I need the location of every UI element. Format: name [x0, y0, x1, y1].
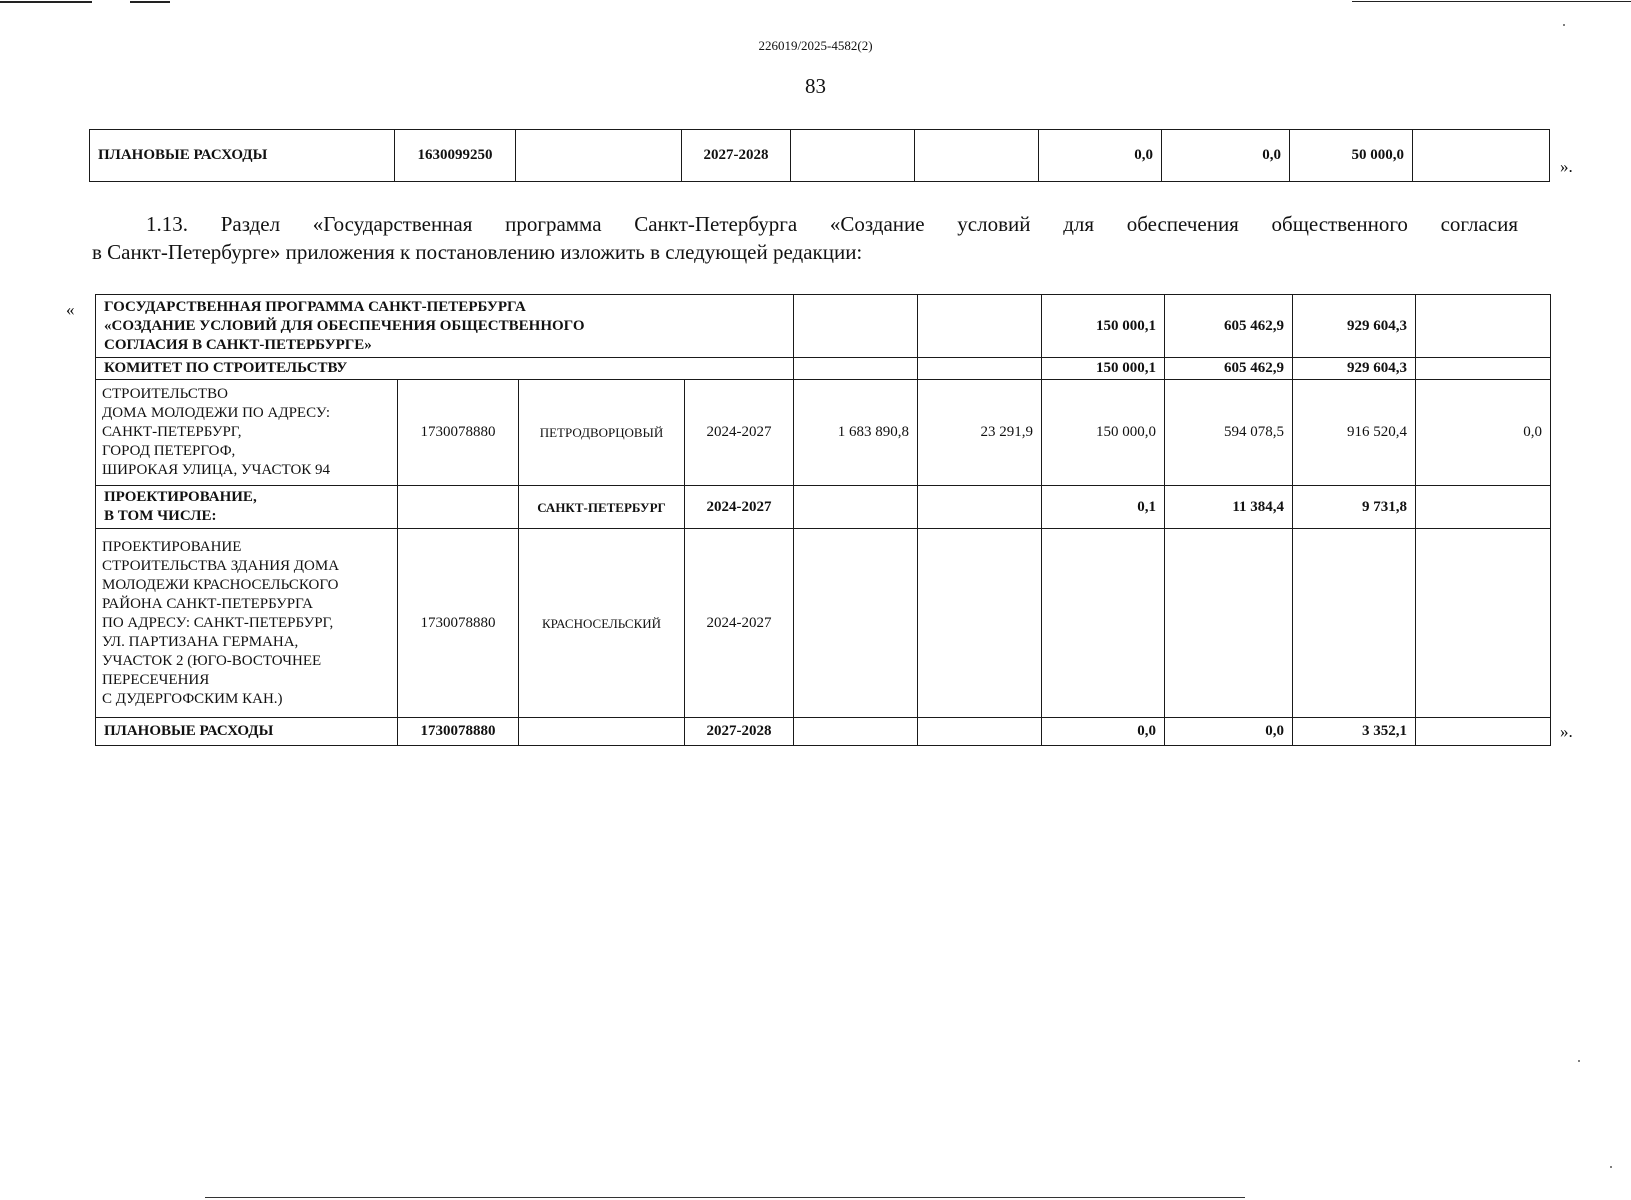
table-top-continuation — [89, 129, 1550, 182]
opening-quote-main: « — [66, 300, 75, 319]
budget-code: 1730078880 — [398, 380, 519, 486]
cell-c5 — [794, 718, 918, 746]
cell-c9 — [1293, 529, 1416, 718]
cell-c8: 0,0 — [1162, 130, 1290, 182]
cell-c5 — [794, 529, 918, 718]
district: САНКТ-ПЕТЕРБУРГ — [519, 486, 685, 529]
cell-c5 — [794, 295, 918, 358]
cell-c10 — [1413, 130, 1550, 182]
cell-c5 — [794, 358, 918, 380]
row-label: ПЛАНОВЫЕ РАСХОДЫ — [90, 130, 395, 182]
cell-c10 — [1416, 718, 1551, 746]
scan-bottom-line — [205, 1197, 1245, 1198]
cell-c8: 594 078,5 — [1165, 380, 1293, 486]
table-row — [90, 130, 1550, 182]
cell-c7: 150 000,1 — [1042, 295, 1165, 358]
cell-c9: 50 000,0 — [1290, 130, 1413, 182]
table-row — [96, 718, 1551, 746]
document-id: 226019/2025-4582(2) — [758, 38, 873, 53]
paragraph-line-1: 1.13. Раздел «Государственная программа Санкт-Петербурга «Создание условий для обеспечения общественного согласия — [146, 212, 1518, 236]
scan-speck — [1563, 24, 1565, 26]
cell-c6 — [915, 130, 1039, 182]
budget-code — [398, 486, 519, 529]
table-row — [96, 486, 1551, 529]
period: 2024-2027 — [685, 380, 794, 486]
cell-c7: 150 000,0 — [1042, 380, 1165, 486]
cell-c9: 916 520,4 — [1293, 380, 1416, 486]
cell-c8: 11 384,4 — [1165, 486, 1293, 529]
table-row — [96, 380, 1551, 486]
cell-c8: 605 462,9 — [1165, 295, 1293, 358]
budget-code: 1730078880 — [398, 529, 519, 718]
scan-speck — [1610, 1166, 1612, 1168]
cell-c10 — [1416, 486, 1551, 529]
cell-c6 — [918, 358, 1042, 380]
cell-c6 — [918, 486, 1042, 529]
cell-c7 — [1042, 529, 1165, 718]
planned-expenses-label: ПЛАНОВЫЕ РАСХОДЫ — [96, 718, 398, 746]
page-number: 83 — [805, 74, 826, 98]
cell-c5 — [794, 486, 918, 529]
object-description: СТРОИТЕЛЬСТВО ДОМА МОЛОДЕЖИ ПО АДРЕСУ: САНКТ-ПЕТЕРБУРГ, ГОРОД ПЕТЕРГОФ, ШИРОКАЯ УЛИЦА, УЧАСТОК 94 — [96, 380, 398, 486]
cell-c6 — [918, 718, 1042, 746]
amendment-paragraph — [92, 210, 1518, 266]
closing-quote-top: ». — [1560, 157, 1573, 176]
table-program-section — [95, 294, 1551, 746]
closing-quote-main: ». — [1560, 722, 1573, 741]
period: 2027-2028 — [682, 130, 791, 182]
budget-code: 1730078880 — [398, 718, 519, 746]
cell-c10 — [1416, 358, 1551, 380]
committee-name: КОМИТЕТ ПО СТРОИТЕЛЬСТВУ — [96, 358, 794, 380]
table-row — [96, 295, 1551, 358]
scan-edge-line-left — [0, 1, 92, 3]
district: КРАСНОСЕЛЬСКИЙ — [519, 529, 685, 718]
period: 2024-2027 — [685, 486, 794, 529]
cell-c7: 0,1 — [1042, 486, 1165, 529]
cell-c8: 605 462,9 — [1165, 358, 1293, 380]
design-subtotal-label: ПРОЕКТИРОВАНИЕ, В ТОМ ЧИСЛЕ: — [96, 486, 398, 529]
period: 2027-2028 — [685, 718, 794, 746]
district: ПЕТРОДВОРЦОВЫЙ — [519, 380, 685, 486]
program-title: ГОСУДАРСТВЕННАЯ ПРОГРАММА САНКТ-ПЕТЕРБУРГА «СОЗДАНИЕ УСЛОВИЙ ДЛЯ ОБЕСПЕЧЕНИЯ ОБЩЕСТВЕННОГО СОГЛАСИЯ В САНКТ-ПЕТЕРБУРГЕ» — [96, 295, 794, 358]
object-description: ПРОЕКТИРОВАНИЕ СТРОИТЕЛЬСТВА ЗДАНИЯ ДОМА МОЛОДЕЖИ КРАСНОСЕЛЬСКОГО РАЙОНА САНКТ-ПЕТЕРБУРГА ПО АДРЕСУ: САНКТ-ПЕТЕРБУРГ, УЛ. ПАРТИЗАНА ГЕРМАНА, УЧАСТОК 2 (ЮГО-ВОСТОЧНЕЕ ПЕРЕСЕЧЕНИЯ С ДУДЕРГОФСКИМ КАН.) — [96, 529, 398, 718]
cell-c10 — [1416, 529, 1551, 718]
paragraph-line-2: в Санкт-Петербурге» приложения к постановлению изложить в следующей редакции: — [92, 240, 863, 264]
cell-c9: 929 604,3 — [1293, 358, 1416, 380]
cell-c7: 150 000,1 — [1042, 358, 1165, 380]
cell-c10 — [1416, 295, 1551, 358]
scan-edge-line-right — [1352, 1, 1631, 2]
cell-c6 — [918, 295, 1042, 358]
cell-c6: 23 291,9 — [918, 380, 1042, 486]
scan-speck — [1578, 1060, 1580, 1062]
table-row — [96, 529, 1551, 718]
cell-c7: 0,0 — [1042, 718, 1165, 746]
cell-c8: 0,0 — [1165, 718, 1293, 746]
cell-c9: 9 731,8 — [1293, 486, 1416, 529]
district — [516, 130, 682, 182]
cell-c8 — [1165, 529, 1293, 718]
cell-c5 — [791, 130, 915, 182]
budget-code: 1630099250 — [395, 130, 516, 182]
district — [519, 718, 685, 746]
scan-edge-line-mid — [130, 1, 170, 3]
cell-c6 — [918, 529, 1042, 718]
cell-c5: 1 683 890,8 — [794, 380, 918, 486]
table-row — [96, 358, 1551, 380]
cell-c7: 0,0 — [1039, 130, 1162, 182]
cell-c9: 3 352,1 — [1293, 718, 1416, 746]
cell-c10: 0,0 — [1416, 380, 1551, 486]
period: 2024-2027 — [685, 529, 794, 718]
cell-c9: 929 604,3 — [1293, 295, 1416, 358]
